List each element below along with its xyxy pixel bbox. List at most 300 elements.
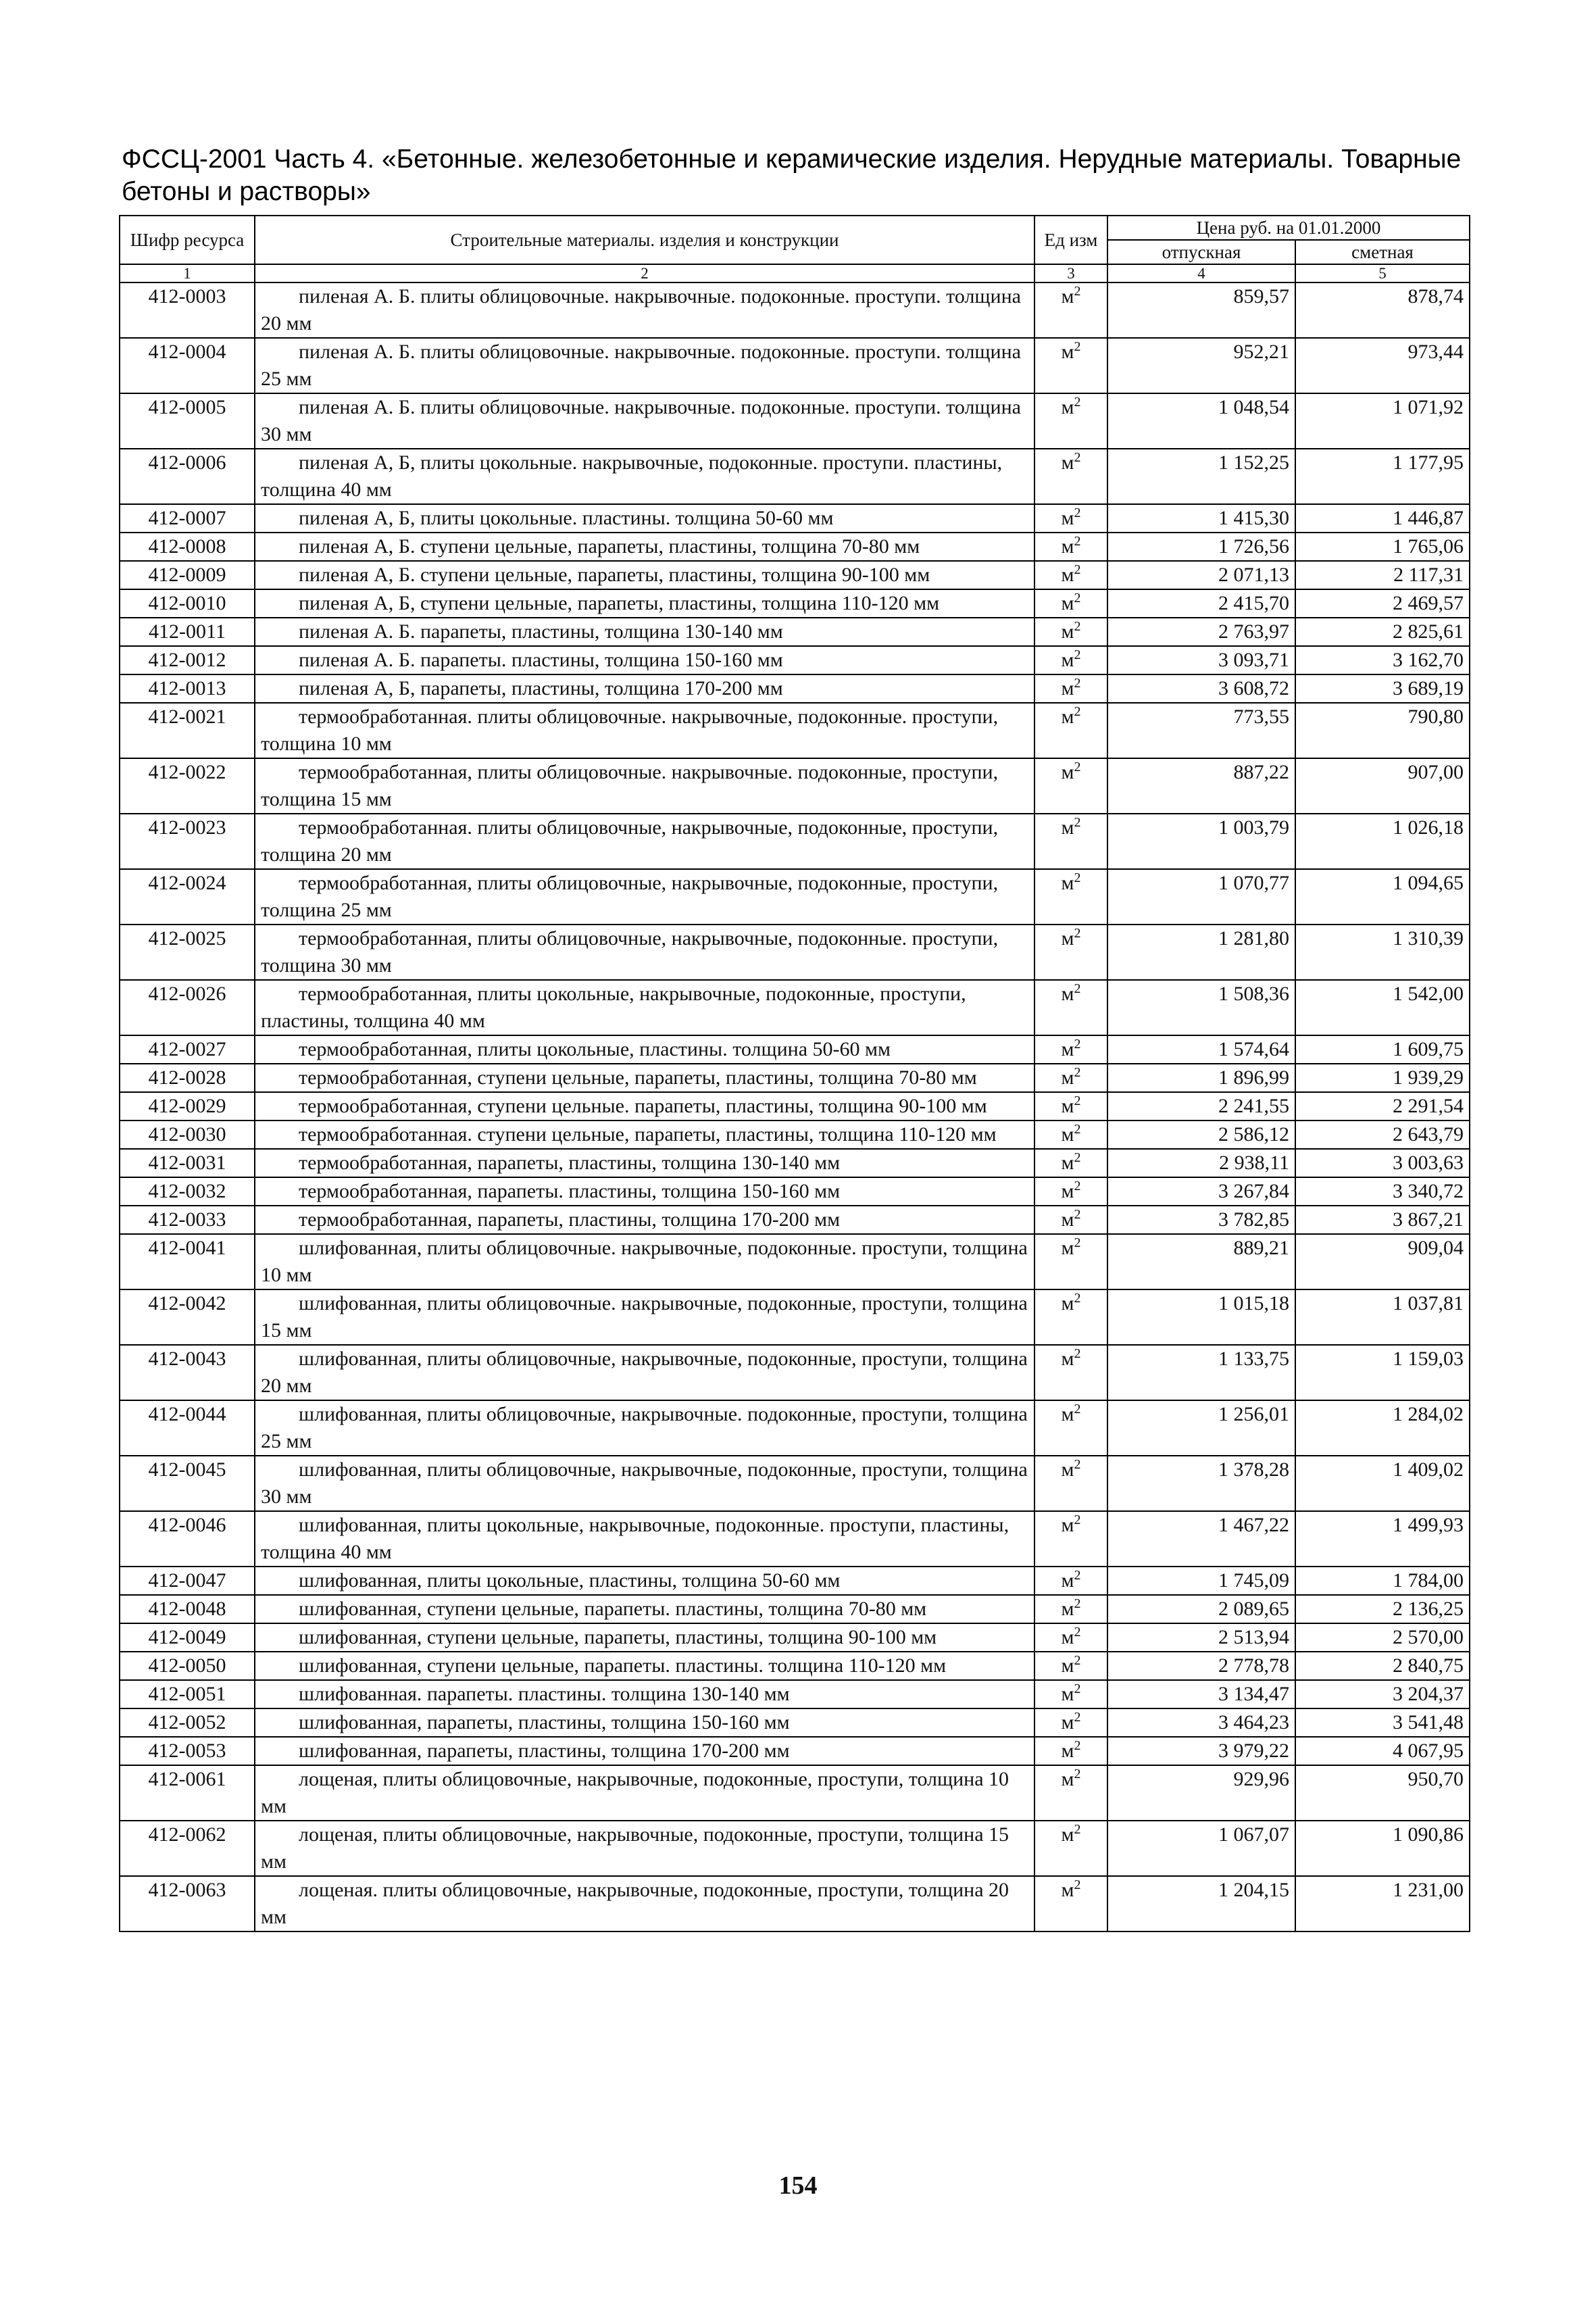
estimate-price: 2 136,25: [1295, 1595, 1470, 1623]
unit-cell: [1034, 1234, 1107, 1289]
unit-power: 2: [1074, 1065, 1081, 1080]
estimate-price: 1 409,02: [1295, 1456, 1470, 1511]
unit-power: 2: [1074, 534, 1081, 549]
release-price: 929,96: [1107, 1765, 1295, 1821]
table-row: [120, 1623, 1470, 1652]
estimate-price: 2 825,61: [1295, 618, 1470, 646]
material-name: лощеная. плиты облицовочные, накрывочные, подоконные, проступи, толщина 20 мм: [255, 1876, 1034, 1931]
unit-cell: [1034, 1456, 1107, 1511]
release-price: 2 938,11: [1107, 1149, 1295, 1177]
release-price: 2 763,97: [1107, 618, 1295, 646]
estimate-price: 2 117,31: [1295, 561, 1470, 589]
resource-code: 412-0044: [120, 1400, 255, 1456]
estimate-price: 1 542,00: [1295, 980, 1470, 1035]
unit-base: м: [1061, 1458, 1074, 1481]
resource-code: 412-0010: [120, 589, 255, 618]
release-price: 1 574,64: [1107, 1035, 1295, 1064]
unit-power: 2: [1074, 1568, 1081, 1583]
release-price: 1 508,36: [1107, 980, 1295, 1035]
estimate-price: 1 177,95: [1295, 449, 1470, 504]
release-price: 1 048,54: [1107, 393, 1295, 449]
resource-code: 412-0047: [120, 1567, 255, 1595]
unit-base: м: [1061, 1823, 1074, 1846]
material-name: пиленая А. Б. плиты облицовочные. накрывочные. подоконные. проступи. толщина 30 мм: [255, 393, 1034, 449]
estimate-price: 1 159,03: [1295, 1345, 1470, 1400]
unit-power: 2: [1074, 815, 1081, 830]
header-price: Цена руб. на 01.01.2000: [1107, 216, 1470, 240]
unit-cell: [1034, 282, 1107, 338]
resource-code: 412-0028: [120, 1064, 255, 1092]
resource-code: 412-0006: [120, 449, 255, 504]
table-row: [120, 1737, 1470, 1765]
resource-code: 412-0048: [120, 1595, 255, 1623]
release-price: 3 464,23: [1107, 1708, 1295, 1737]
unit-cell: [1034, 1680, 1107, 1708]
unit-base: м: [1061, 1403, 1074, 1425]
unit-power: 2: [1074, 1767, 1081, 1781]
resource-code: 412-0021: [120, 703, 255, 758]
release-price: 2 513,94: [1107, 1623, 1295, 1652]
unit-cell: [1034, 703, 1107, 758]
unit-cell: [1034, 618, 1107, 646]
table-row: [120, 674, 1470, 703]
resource-code: 412-0045: [120, 1456, 255, 1511]
release-price: 1 896,99: [1107, 1064, 1295, 1092]
unit-power: 2: [1074, 1512, 1081, 1527]
unit-power: 2: [1074, 1150, 1081, 1165]
release-price: 859,57: [1107, 282, 1295, 338]
resource-code: 412-0005: [120, 393, 255, 449]
material-name: термообработанная. ступени цельные, парапеты, пластины, толщина 110-120 мм: [255, 1121, 1034, 1149]
estimate-price: 950,70: [1295, 1765, 1470, 1821]
estimate-price: 4 067,95: [1295, 1737, 1470, 1765]
material-name: термообработанная, плиты облицовочные, накрывочные, подоконные, проступи, толщина 25 мм: [255, 869, 1034, 925]
estimate-price: 1 784,00: [1295, 1567, 1470, 1595]
material-name: пиленая А, Б. ступени цельные, парапеты, пластины, толщина 90-100 мм: [255, 561, 1034, 589]
table-row: [120, 758, 1470, 814]
unit-power: 2: [1074, 395, 1081, 410]
resource-code: 412-0042: [120, 1289, 255, 1345]
release-price: 773,55: [1107, 703, 1295, 758]
unit-base: м: [1061, 1768, 1074, 1790]
release-price: 3 979,22: [1107, 1737, 1295, 1765]
resource-code: 412-0063: [120, 1876, 255, 1931]
resource-code: 412-0030: [120, 1121, 255, 1149]
unit-cell: [1034, 758, 1107, 814]
estimate-price: 1 071,92: [1295, 393, 1470, 449]
resource-code: 412-0053: [120, 1737, 255, 1765]
table-row: [120, 703, 1470, 758]
estimate-price: 909,04: [1295, 1234, 1470, 1289]
unit-base: м: [1061, 620, 1074, 643]
estimate-price: 3 689,19: [1295, 674, 1470, 703]
unit-base: м: [1061, 677, 1074, 699]
unit-base: м: [1061, 761, 1074, 783]
column-number: 3: [1034, 264, 1107, 282]
unit-base: м: [1061, 1683, 1074, 1705]
estimate-price: 1 939,29: [1295, 1064, 1470, 1092]
unit-cell: [1034, 1177, 1107, 1206]
table-row: [120, 980, 1470, 1035]
estimate-price: 3 003,63: [1295, 1149, 1470, 1177]
release-price: 1 133,75: [1107, 1345, 1295, 1400]
estimate-price: 907,00: [1295, 758, 1470, 814]
unit-base: м: [1061, 1292, 1074, 1314]
unit-base: м: [1061, 1514, 1074, 1536]
resource-code: 412-0031: [120, 1149, 255, 1177]
unit-base: м: [1061, 1626, 1074, 1648]
material-name: шлифованная, плиты облицовочные. накрывочные, подоконные. проступи, толщина 10 мм: [255, 1234, 1034, 1289]
unit-base: м: [1061, 1348, 1074, 1370]
unit-cell: [1034, 925, 1107, 980]
unit-cell: [1034, 338, 1107, 393]
unit-power: 2: [1074, 619, 1081, 634]
unit-power: 2: [1074, 450, 1081, 465]
estimate-price: 1 037,81: [1295, 1289, 1470, 1345]
estimate-price: 973,44: [1295, 338, 1470, 393]
unit-cell: [1034, 646, 1107, 674]
header-estimate-price: сметная: [1295, 240, 1470, 264]
table-row: [120, 561, 1470, 589]
unit-cell: [1034, 1092, 1107, 1121]
unit-cell: [1034, 1595, 1107, 1623]
material-name: термообработанная. плиты облицовочные. накрывочные, подоконные. проступи, толщина 10 мм: [255, 703, 1034, 758]
unit-power: 2: [1074, 870, 1081, 885]
unit-base: м: [1061, 1598, 1074, 1620]
estimate-price: 3 867,21: [1295, 1206, 1470, 1234]
unit-cell: [1034, 869, 1107, 925]
unit-cell: [1034, 1876, 1107, 1931]
material-name: термообработанная. плиты облицовочные, накрывочные, подоконные, проступи, толщина 20 мм: [255, 814, 1034, 869]
estimate-price: 3 340,72: [1295, 1177, 1470, 1206]
material-name: термообработанная, ступени цельные, парапеты, пластины, толщина 70-80 мм: [255, 1064, 1034, 1092]
page-number: 154: [778, 2171, 818, 2200]
table-row: [120, 449, 1470, 504]
unit-power: 2: [1074, 1710, 1081, 1725]
unit-base: м: [1061, 1095, 1074, 1117]
unit-base: м: [1061, 1237, 1074, 1259]
estimate-price: 790,80: [1295, 703, 1470, 758]
resource-code: 412-0023: [120, 814, 255, 869]
resource-code: 412-0024: [120, 869, 255, 925]
column-number: 1: [120, 264, 255, 282]
resource-code: 412-0032: [120, 1177, 255, 1206]
material-name: термообработанная, плиты цокольные, накрывочные, подоконные, проступи, пластины, толщина 40 мм: [255, 980, 1034, 1035]
estimate-price: 1 609,75: [1295, 1035, 1470, 1064]
material-name: термообработанная, плиты облицовочные, накрывочные, подоконные. проступи, толщина 30 мм: [255, 925, 1034, 980]
unit-cell: [1034, 589, 1107, 618]
table-row: [120, 393, 1470, 449]
unit-base: м: [1061, 1038, 1074, 1060]
unit-base: м: [1061, 1208, 1074, 1231]
material-name: шлифованная, ступени цельные, парапеты. пластины, толщина 70-80 мм: [255, 1595, 1034, 1623]
resource-code: 412-0051: [120, 1680, 255, 1708]
table-row: [120, 1567, 1470, 1595]
unit-power: 2: [1074, 1235, 1081, 1250]
release-price: 1 745,09: [1107, 1567, 1295, 1595]
unit-base: м: [1061, 816, 1074, 839]
unit-power: 2: [1074, 926, 1081, 941]
resource-code: 412-0061: [120, 1765, 255, 1821]
header-name: Строительные материалы. изделия и конструкции: [255, 216, 1034, 264]
material-name: лощеная, плиты облицовочные, накрывочные, подоконные, проступи, толщина 15 мм: [255, 1821, 1034, 1876]
table-row: [120, 1092, 1470, 1121]
release-price: 1 067,07: [1107, 1821, 1295, 1876]
table-row: [120, 1511, 1470, 1567]
resource-code: 412-0007: [120, 504, 255, 533]
table-row: [120, 1456, 1470, 1511]
material-name: термообработанная, плиты облицовочные. накрывочные. подоконные, проступи, толщина 15 мм: [255, 758, 1034, 814]
unit-power: 2: [1074, 1037, 1081, 1052]
unit-base: м: [1061, 927, 1074, 950]
material-name: шлифованная, плиты цокольные, пластины, толщина 50-60 мм: [255, 1567, 1034, 1595]
unit-base: м: [1061, 564, 1074, 586]
unit-power: 2: [1074, 1346, 1081, 1361]
unit-base: м: [1061, 1569, 1074, 1592]
unit-base: м: [1061, 1711, 1074, 1733]
material-name: шлифованная, ступени цельные, парапеты. пластины. толщина 110-120 мм: [255, 1652, 1034, 1680]
estimate-price: 3 541,48: [1295, 1708, 1470, 1737]
table-row: [120, 1289, 1470, 1345]
unit-power: 2: [1074, 1681, 1081, 1696]
unit-base: м: [1061, 451, 1074, 474]
unit-base: м: [1061, 396, 1074, 418]
table-row: [120, 646, 1470, 674]
unit-cell: [1034, 1567, 1107, 1595]
unit-base: м: [1061, 535, 1074, 558]
material-name: термообработанная, ступени цельные. парапеты, пластины, толщина 90-100 мм: [255, 1092, 1034, 1121]
table-row: [120, 1876, 1470, 1931]
unit-power: 2: [1074, 1822, 1081, 1837]
unit-base: м: [1061, 1740, 1074, 1762]
material-name: пиленая А. Б. парапеты, пластины, толщина 130-140 мм: [255, 618, 1034, 646]
unit-power: 2: [1074, 591, 1081, 606]
table-row: [120, 618, 1470, 646]
unit-cell: [1034, 533, 1107, 561]
table-row: [120, 1652, 1470, 1680]
resource-code: 412-0052: [120, 1708, 255, 1737]
estimate-price: 1 094,65: [1295, 869, 1470, 925]
release-price: 2 071,13: [1107, 561, 1295, 589]
release-price: 1 467,22: [1107, 1511, 1295, 1567]
estimate-price: 3 162,70: [1295, 646, 1470, 674]
table-row: [120, 282, 1470, 338]
material-name: термообработанная, плиты цокольные, пластины. толщина 50-60 мм: [255, 1035, 1034, 1064]
resource-code: 412-0043: [120, 1345, 255, 1400]
estimate-price: 1 231,00: [1295, 1876, 1470, 1931]
unit-cell: [1034, 1206, 1107, 1234]
resource-code: 412-0004: [120, 338, 255, 393]
release-price: 3 093,71: [1107, 646, 1295, 674]
unit-power: 2: [1074, 1179, 1081, 1193]
unit-cell: [1034, 1345, 1107, 1400]
resource-code: 412-0003: [120, 282, 255, 338]
unit-power: 2: [1074, 339, 1081, 354]
unit-power: 2: [1074, 676, 1081, 691]
unit-base: м: [1061, 592, 1074, 614]
release-price: 1 152,25: [1107, 449, 1295, 504]
estimate-price: 1 026,18: [1295, 814, 1470, 869]
material-name: пиленая А, Б. ступени цельные, парапеты, пластины, толщина 70-80 мм: [255, 533, 1034, 561]
release-price: 3 782,85: [1107, 1206, 1295, 1234]
release-price: 889,21: [1107, 1234, 1295, 1289]
material-name: шлифованная, плиты облицовочные, накрывочные. подоконные, проступи, толщина 25 мм: [255, 1400, 1034, 1456]
table-row: [120, 504, 1470, 533]
unit-power: 2: [1074, 1738, 1081, 1753]
release-price: 1 281,80: [1107, 925, 1295, 980]
table-row: [120, 338, 1470, 393]
table-row: [120, 1121, 1470, 1149]
unit-cell: [1034, 980, 1107, 1035]
resource-code: 412-0049: [120, 1623, 255, 1652]
unit-cell: [1034, 1400, 1107, 1456]
unit-power: 2: [1074, 704, 1081, 719]
material-name: пиленая А. Б. плиты облицовочные. накрывочные. подоконные. проступи. толщина 25 мм: [255, 338, 1034, 393]
release-price: 1 378,28: [1107, 1456, 1295, 1511]
release-price: 1 070,77: [1107, 869, 1295, 925]
unit-power: 2: [1074, 760, 1081, 774]
table-row: [120, 925, 1470, 980]
unit-cell: [1034, 561, 1107, 589]
unit-base: м: [1061, 1654, 1074, 1677]
table-row: [120, 1708, 1470, 1737]
material-name: шлифованная. парапеты. пластины. толщина 130-140 мм: [255, 1680, 1034, 1708]
unit-cell: [1034, 1511, 1107, 1567]
unit-cell: [1034, 1035, 1107, 1064]
table-row: [120, 1345, 1470, 1400]
unit-power: 2: [1074, 284, 1081, 299]
unit-cell: [1034, 393, 1107, 449]
material-name: термообработанная, парапеты, пластины, толщина 170-200 мм: [255, 1206, 1034, 1234]
unit-cell: [1034, 674, 1107, 703]
resource-code: 412-0022: [120, 758, 255, 814]
material-name: шлифованная, парапеты, пластины, толщина 170-200 мм: [255, 1737, 1034, 1765]
material-name: шлифованная, плиты цокольные, накрывочные, подоконные. проступи, пластины, толщина 40 мм: [255, 1511, 1034, 1567]
material-name: шлифованная, парапеты, пластины, толщина 150-160 мм: [255, 1708, 1034, 1737]
table-row: [120, 589, 1470, 618]
estimate-price: 878,74: [1295, 282, 1470, 338]
unit-cell: [1034, 449, 1107, 504]
release-price: 3 134,47: [1107, 1680, 1295, 1708]
resource-code: 412-0062: [120, 1821, 255, 1876]
release-price: 2 241,55: [1107, 1092, 1295, 1121]
material-name: пиленая А. Б. плиты облицовочные. накрывочные. подоконные. проступи. толщина 20 мм: [255, 282, 1034, 338]
estimate-price: 3 204,37: [1295, 1680, 1470, 1708]
resource-code: 412-0033: [120, 1206, 255, 1234]
unit-cell: [1034, 1121, 1107, 1149]
material-name: лощеная, плиты облицовочные, накрывочные, подоконные, проступи, толщина 10 мм: [255, 1765, 1034, 1821]
column-number: 5: [1295, 264, 1470, 282]
header-unit: Ед изм: [1034, 216, 1107, 264]
estimate-price: 1 284,02: [1295, 1400, 1470, 1456]
unit-cell: [1034, 1737, 1107, 1765]
estimate-price: 2 570,00: [1295, 1623, 1470, 1652]
release-price: 3 608,72: [1107, 674, 1295, 703]
release-price: 887,22: [1107, 758, 1295, 814]
release-price: 2 586,12: [1107, 1121, 1295, 1149]
resource-code: 412-0011: [120, 618, 255, 646]
unit-power: 2: [1074, 1625, 1081, 1640]
material-name: шлифованная, плиты облицовочные. накрывочные, подоконные, проступи, толщина 15 мм: [255, 1289, 1034, 1345]
release-price: 952,21: [1107, 338, 1295, 393]
header-release-price: отпускная: [1107, 240, 1295, 264]
table-row: [120, 814, 1470, 869]
unit-power: 2: [1074, 562, 1081, 577]
estimate-price: 2 469,57: [1295, 589, 1470, 618]
column-number: 2: [255, 264, 1034, 282]
unit-cell: [1034, 504, 1107, 533]
unit-cell: [1034, 1652, 1107, 1680]
resource-code: 412-0027: [120, 1035, 255, 1064]
estimate-price: 2 840,75: [1295, 1652, 1470, 1680]
unit-power: 2: [1074, 506, 1081, 520]
resource-code: 412-0025: [120, 925, 255, 980]
unit-cell: [1034, 1821, 1107, 1876]
table-row: [120, 533, 1470, 561]
material-name: термообработанная, парапеты, пластины, толщина 130-140 мм: [255, 1149, 1034, 1177]
material-name: пиленая А, Б, парапеты, пластины, толщина 170-200 мм: [255, 674, 1034, 703]
unit-power: 2: [1074, 981, 1081, 996]
resource-code: 412-0050: [120, 1652, 255, 1680]
release-price: 1 726,56: [1107, 533, 1295, 561]
column-number: 4: [1107, 264, 1295, 282]
table-row: [120, 1177, 1470, 1206]
unit-base: м: [1061, 983, 1074, 1005]
table-body: [120, 282, 1470, 1931]
unit-cell: [1034, 814, 1107, 869]
unit-power: 2: [1074, 1877, 1081, 1892]
resource-code: 412-0026: [120, 980, 255, 1035]
table-row: [120, 869, 1470, 925]
unit-base: м: [1061, 507, 1074, 529]
material-name: пиленая А. Б. парапеты. пластины, толщина 150-160 мм: [255, 646, 1034, 674]
estimate-price: 1 310,39: [1295, 925, 1470, 980]
table-row: [120, 1035, 1470, 1064]
release-price: 2 089,65: [1107, 1595, 1295, 1623]
material-name: пиленая А, Б, плиты цокольные. пластины. толщина 50-60 мм: [255, 504, 1034, 533]
unit-base: м: [1061, 1123, 1074, 1146]
unit-cell: [1034, 1708, 1107, 1737]
price-table: [119, 215, 1470, 1932]
unit-power: 2: [1074, 1596, 1081, 1611]
unit-power: 2: [1074, 647, 1081, 662]
resource-code: 412-0029: [120, 1092, 255, 1121]
header-code: Шифр ресурса: [120, 216, 255, 264]
table-row: [120, 1680, 1470, 1708]
unit-power: 2: [1074, 1093, 1081, 1108]
unit-base: м: [1061, 649, 1074, 671]
release-price: 2 415,70: [1107, 589, 1295, 618]
estimate-price: 1 446,87: [1295, 504, 1470, 533]
release-price: 1 256,01: [1107, 1400, 1295, 1456]
unit-base: м: [1061, 1066, 1074, 1089]
resource-code: 412-0046: [120, 1511, 255, 1567]
table-row: [120, 1064, 1470, 1092]
unit-base: м: [1061, 1180, 1074, 1202]
release-price: 2 778,78: [1107, 1652, 1295, 1680]
table-row: [120, 1765, 1470, 1821]
unit-cell: [1034, 1623, 1107, 1652]
release-price: 1 003,79: [1107, 814, 1295, 869]
estimate-price: 2 643,79: [1295, 1121, 1470, 1149]
estimate-price: 1 765,06: [1295, 533, 1470, 561]
resource-code: 412-0041: [120, 1234, 255, 1289]
release-price: 1 204,15: [1107, 1876, 1295, 1931]
unit-power: 2: [1074, 1291, 1081, 1306]
page-title: ФССЦ-2001 Часть 4. «Бетонные. железобетонные и керамические изделия. Нерудные материалы. Товарные бетоны и растворы»: [122, 145, 1462, 206]
resource-code: 412-0008: [120, 533, 255, 561]
material-name: шлифованная, ступени цельные, парапеты, пластины, толщина 90-100 мм: [255, 1623, 1034, 1652]
